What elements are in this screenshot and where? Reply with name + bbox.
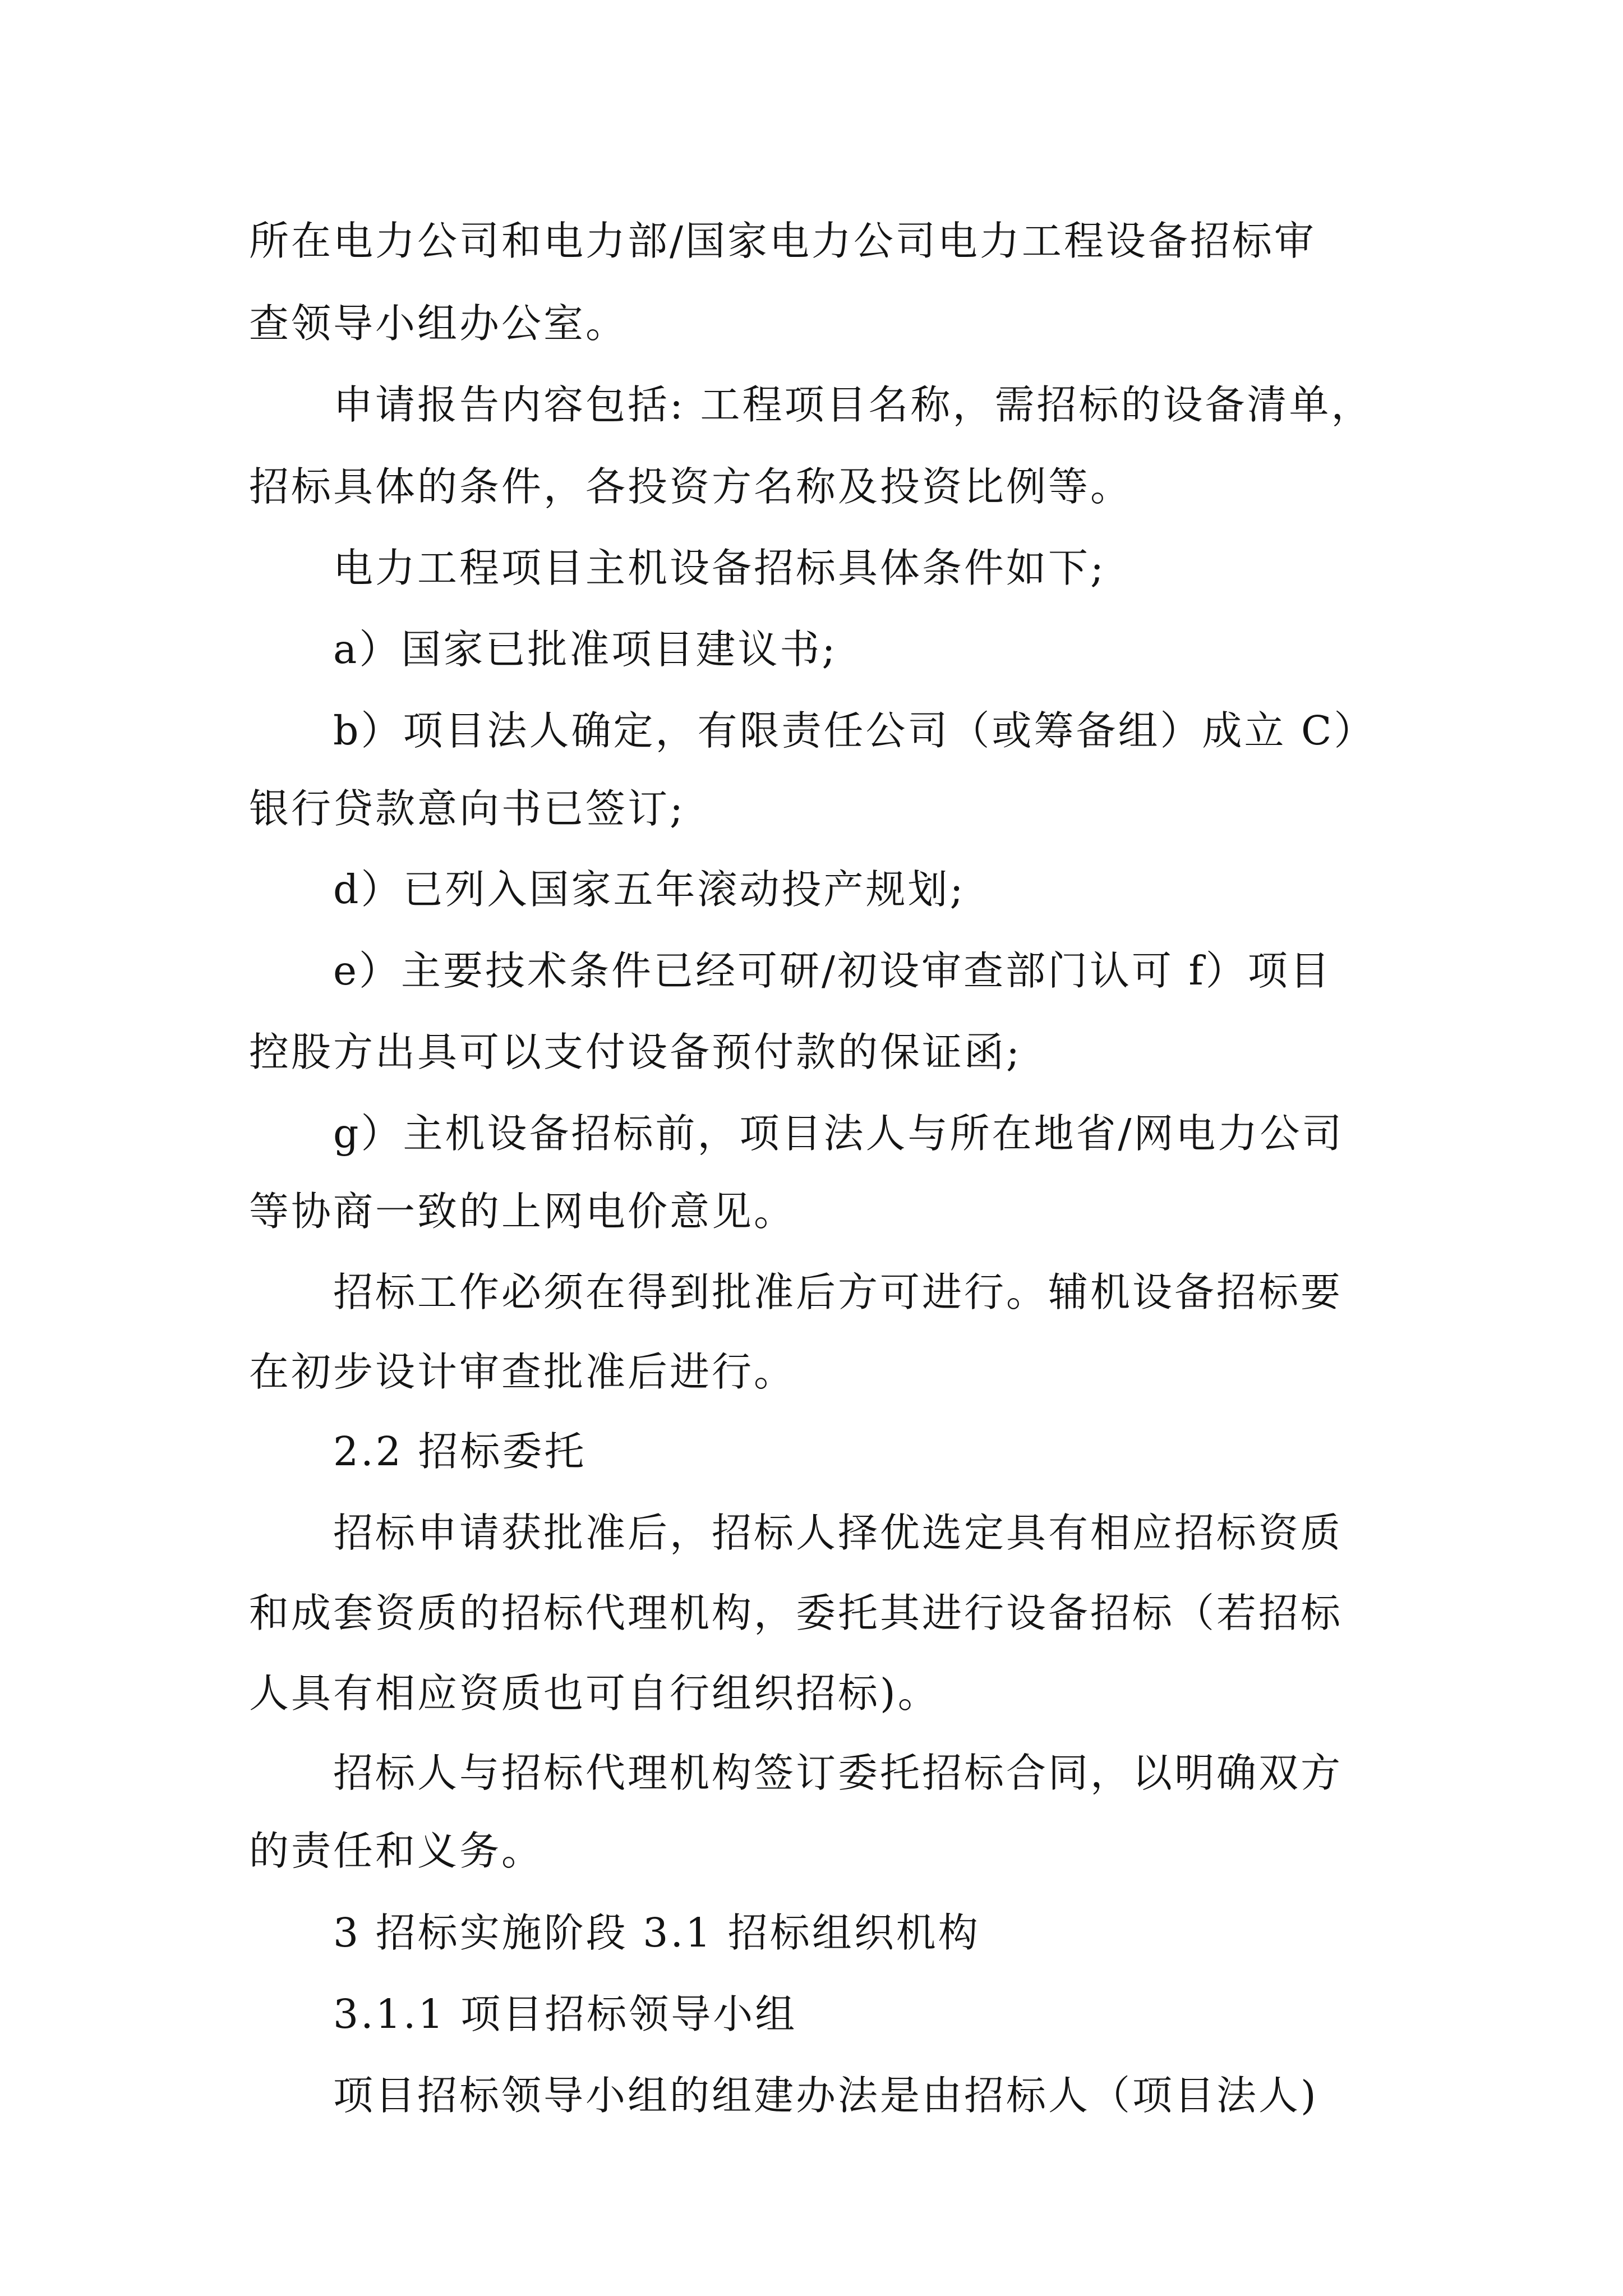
text-line: 的责任和义务。 xyxy=(249,1828,544,1874)
text-line: a）国家已批准项目建议书; xyxy=(333,626,838,673)
text-line: 所在电力公司和电力部/国家电力公司电力工程设备招标审 xyxy=(249,218,1316,264)
text-line: 招标申请获批准后，招标人择优选定具有相应招标资质 xyxy=(333,1510,1343,1556)
section-heading: 3 招标实施阶段 3.1 招标组织机构 xyxy=(333,1910,980,1956)
text-line: 控股方出具可以支付设备预付款的保证函; xyxy=(249,1029,1022,1075)
text-line: e）主要技术条件已经可研/初设审查部门认可 f）项目 xyxy=(333,947,1332,994)
text-line: 申请报告内容包括: 工程项目名称，需招标的设备清单， xyxy=(333,381,1373,428)
section-heading: 2.2 招标委托 xyxy=(333,1428,587,1475)
text-line: d）已列入国家五年滚动投产规划; xyxy=(333,866,966,913)
text-line: 项目招标领导小组的组建办法是由招标人（项目法人) xyxy=(333,2072,1318,2119)
text-line: 电力工程项目主机设备招标具体条件如下; xyxy=(333,545,1106,591)
text-line: 招标具体的条件，各投资方名称及投资比例等。 xyxy=(249,463,1133,510)
text-line: 招标人与招标代理机构签订委托招标合同，以明确双方 xyxy=(333,1750,1343,1796)
text-line: 查领导小组办公室。 xyxy=(249,300,628,347)
text-line: 等协商一致的上网电价意见。 xyxy=(249,1188,796,1235)
text-line: b）项目法人确定，有限责任公司（或筹备组）成立 C） xyxy=(333,707,1376,754)
text-line: 人具有相应资质也可自行组织招标)。 xyxy=(249,1670,940,1717)
section-heading: 3.1.1 项目招标领导小组 xyxy=(333,1991,797,2037)
text-line: 银行贷款意向书已签订; xyxy=(249,785,685,832)
text-line: g）主机设备招标前，项目法人与所在地省/网电力公司 xyxy=(333,1110,1344,1157)
text-line: 在初步设计审查批准后进行。 xyxy=(249,1349,796,1395)
text-line: 招标工作必须在得到批准后方可进行。辅机设备招标要 xyxy=(333,1269,1343,1315)
text-line: 和成套资质的招标代理机构，委托其进行设备招标（若招标 xyxy=(249,1590,1343,1636)
